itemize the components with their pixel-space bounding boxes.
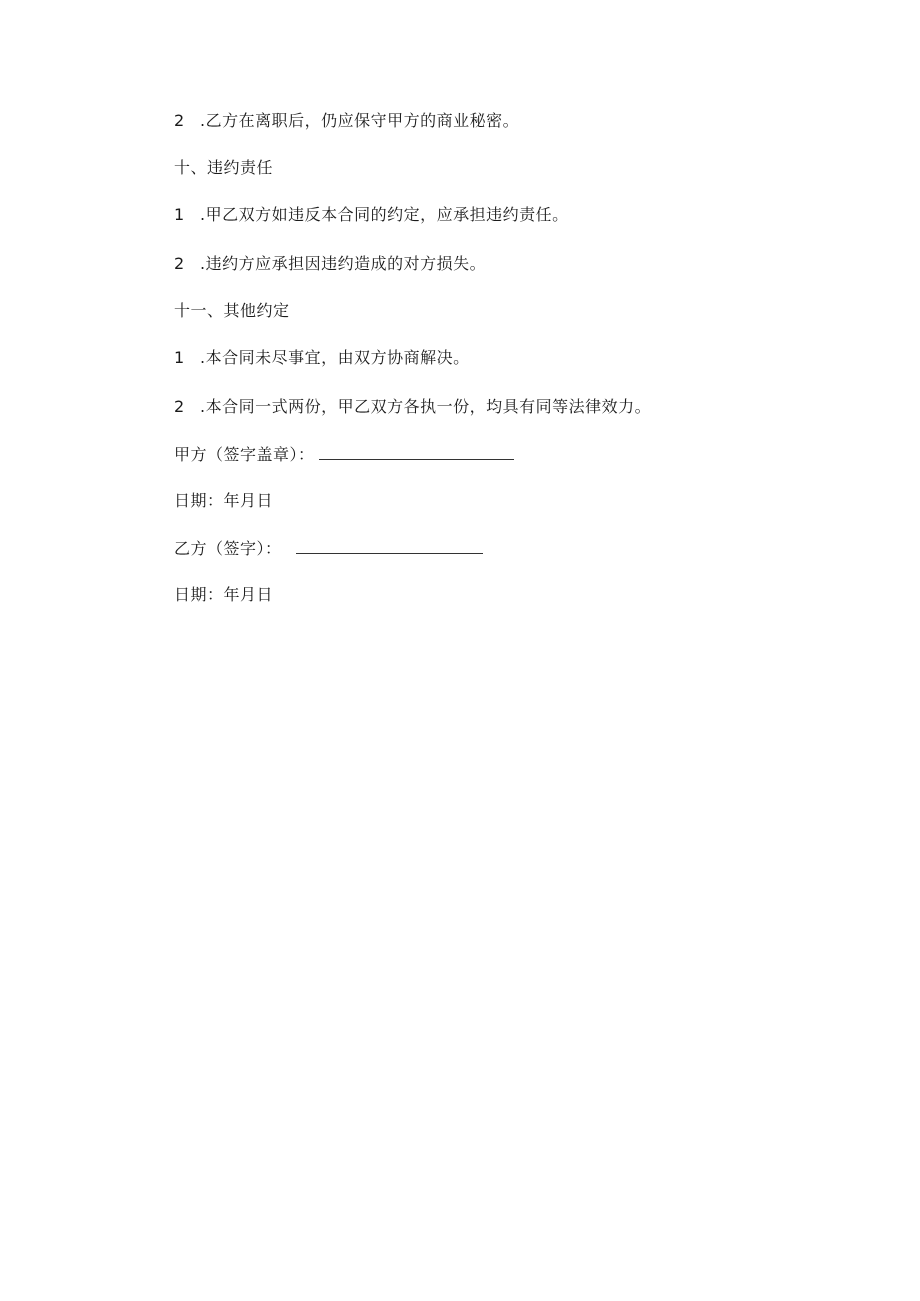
item-number: 1 [174, 348, 185, 367]
item-text: .乙方在离职后，仍应保守甲方的商业秘密。 [200, 111, 520, 130]
party-b-label: 乙方（签字）： [174, 539, 282, 558]
party-b-date [174, 584, 273, 606]
section-heading-breach [174, 157, 273, 179]
party-a-date [174, 490, 273, 512]
section-heading-text: 十、违约责任 [174, 158, 274, 177]
item-number: 2 [174, 254, 185, 273]
section-heading-other [174, 300, 290, 322]
party-a-signature-line[interactable] [319, 443, 514, 460]
item-number: 2 [174, 111, 185, 130]
clause-10-2 [174, 253, 486, 275]
section-heading-text: 十一、其他约定 [174, 301, 290, 320]
party-a-signature-row [174, 443, 514, 466]
clause-11-1 [174, 347, 470, 369]
clause-10-1 [174, 204, 569, 226]
item-text: .本合同未尽事宜，由双方协商解决。 [200, 348, 470, 367]
item-text: .违约方应承担因违约造成的对方损失。 [200, 254, 487, 273]
clause-9-2 [174, 110, 519, 132]
party-a-label: 甲方（签字盖章）： [174, 445, 315, 464]
date-text: 日期：年月日 [174, 491, 274, 510]
party-b-signature-line[interactable] [296, 537, 483, 554]
date-text: 日期：年月日 [174, 585, 274, 604]
party-b-signature-row [174, 537, 483, 560]
item-number: 2 [174, 397, 185, 416]
clause-11-2 [174, 396, 651, 418]
item-text: .甲乙双方如违反本合同的约定，应承担违约责任。 [200, 205, 569, 224]
item-text: .本合同一式两份，甲乙双方各执一份，均具有同等法律效力。 [200, 397, 652, 416]
item-number: 1 [174, 205, 185, 224]
